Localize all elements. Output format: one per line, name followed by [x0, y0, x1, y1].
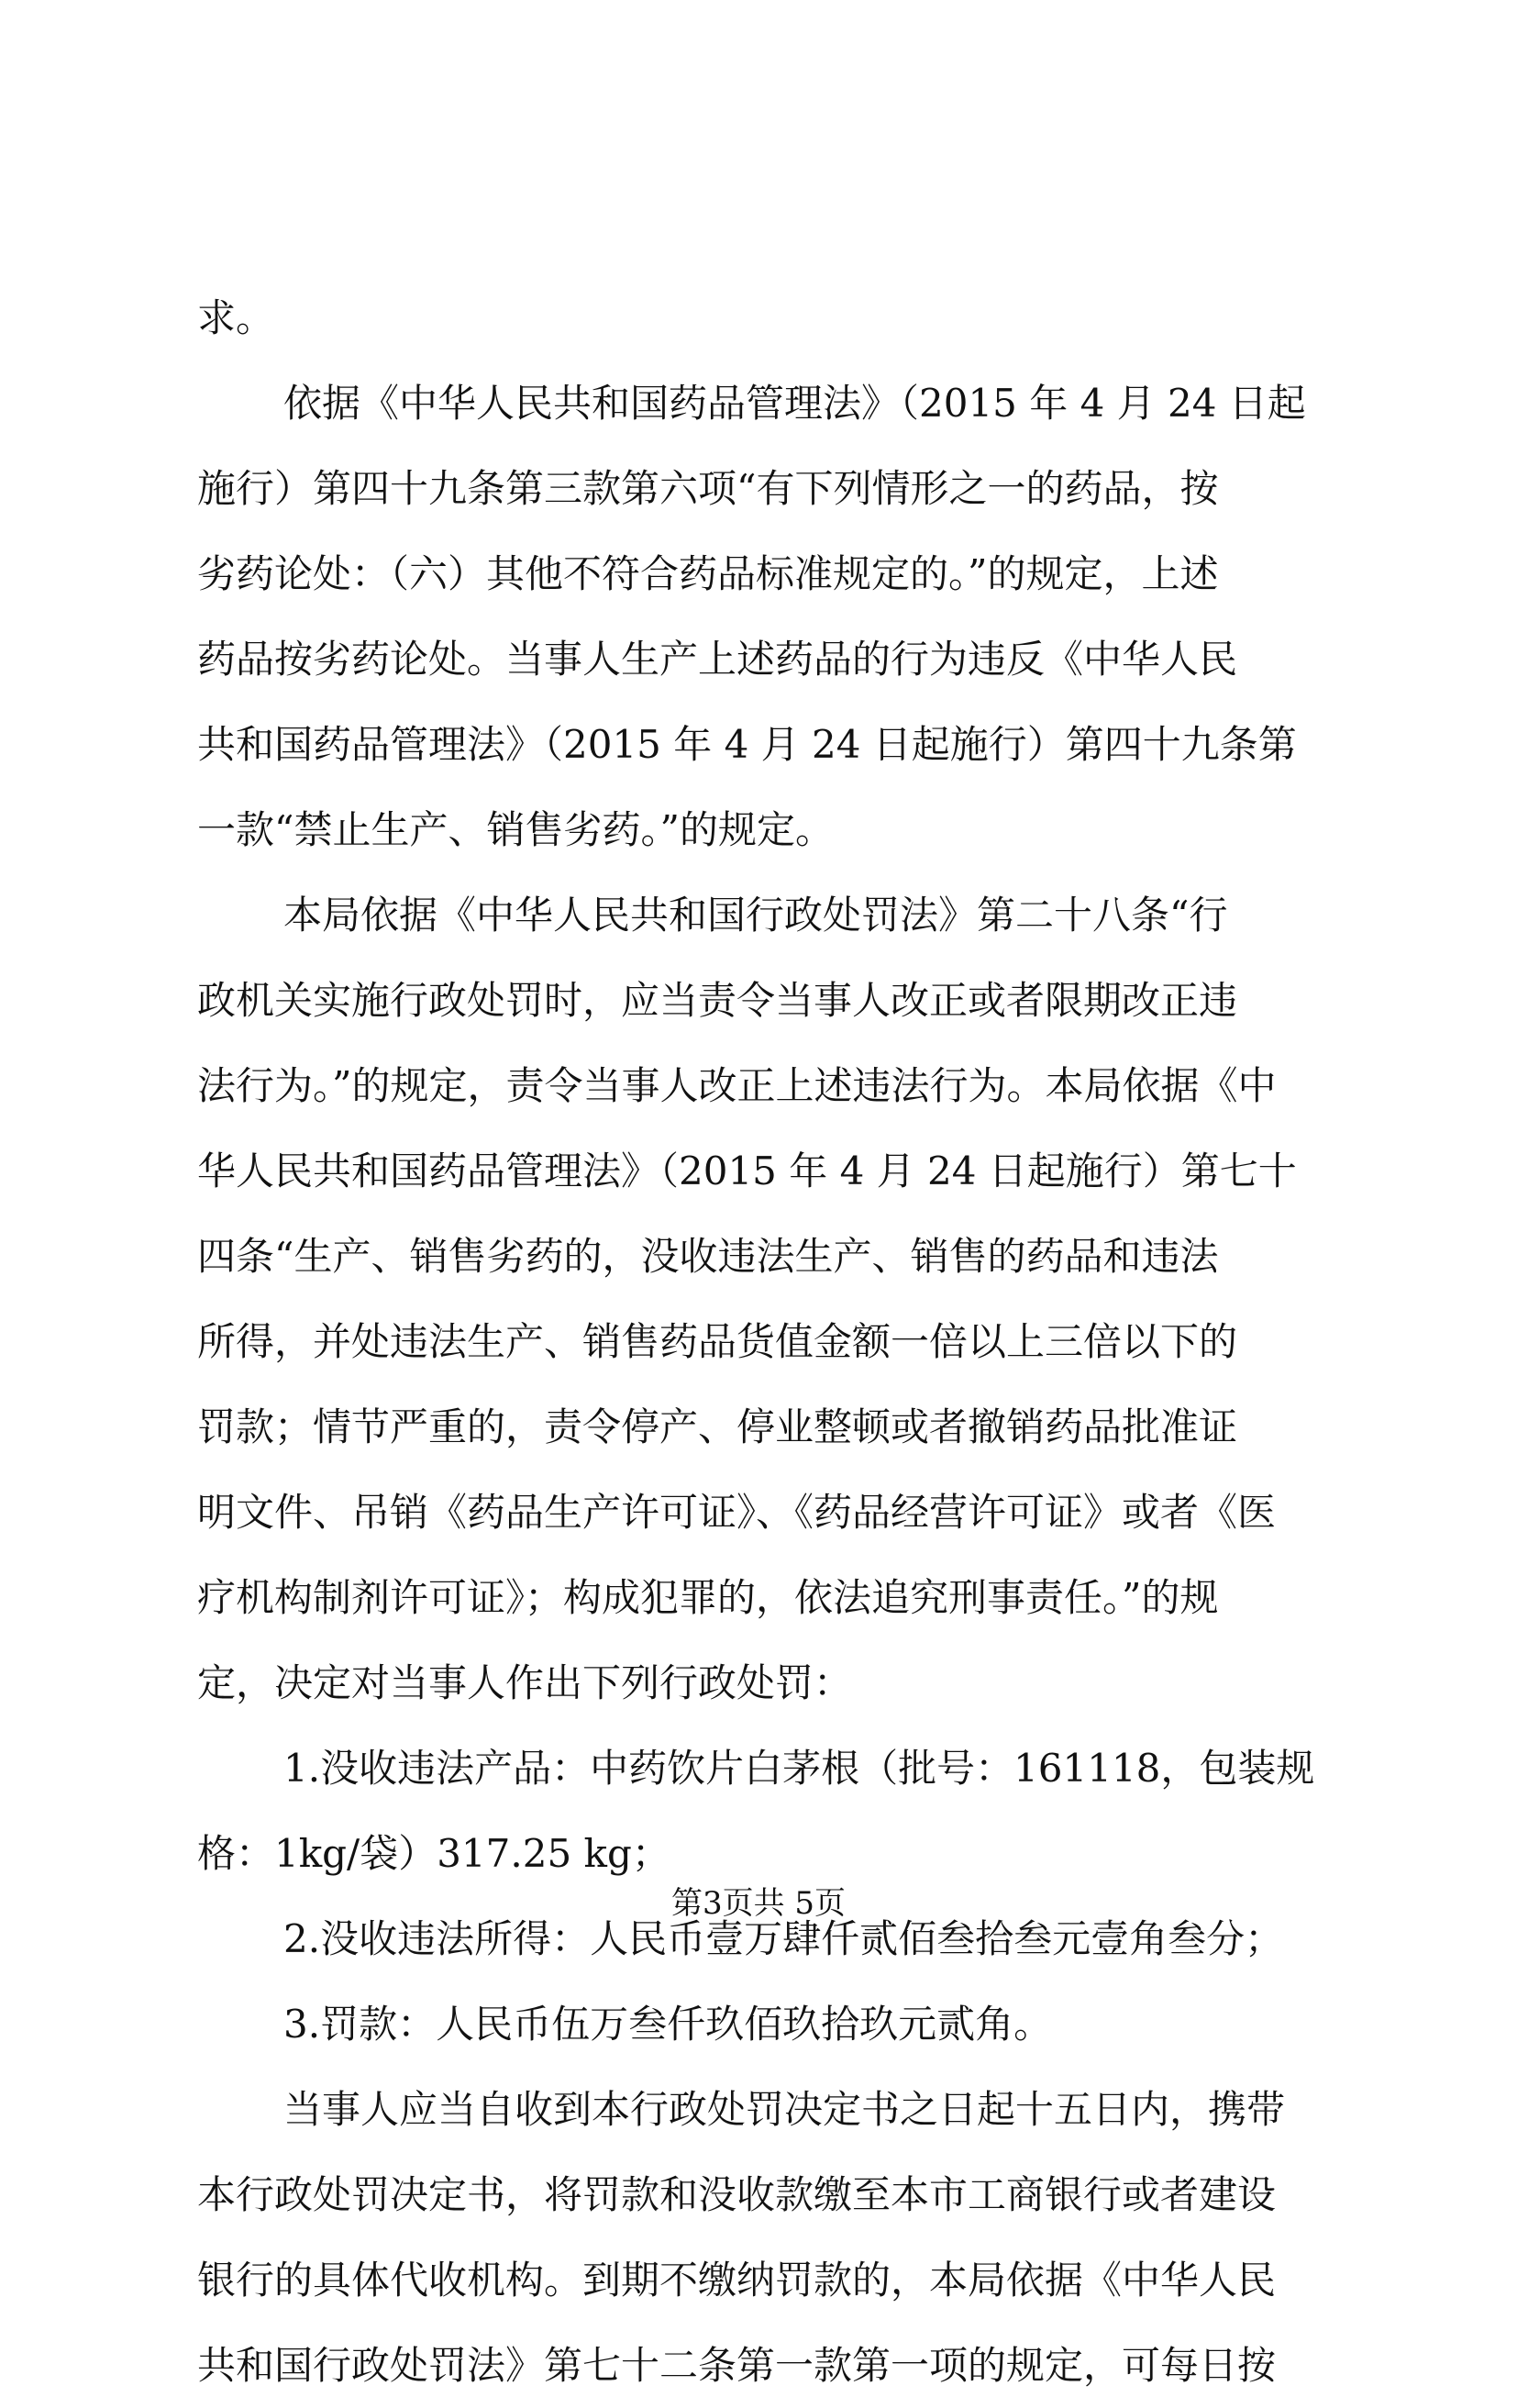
text-line: 华人民共和国药品管理法》（2015 年 4 月 24 日起施行）第七十 — [197, 1149, 1297, 1193]
text-line: 罚款；情节严重的，责令停产、停业整顿或者撤销药品批准证 — [197, 1404, 1238, 1449]
text-line: 四条“生产、销售劣药的，没收违法生产、销售的药品和违法 — [197, 1234, 1219, 1279]
document-body — [197, 275, 1325, 2408]
text-line: 法行为。”的规定，责令当事人改正上述违法行为。本局依据《中 — [197, 1063, 1277, 1108]
text-line: 依据《中华人民共和国药品管理法》（2015 年 4 月 24 日起 — [283, 381, 1306, 426]
text-line: 药品按劣药论处。当事人生产上述药品的行为违反《中华人民 — [197, 637, 1238, 682]
text-line: 共和国行政处罚法》第七十二条第一款第一项的规定，可每日按 — [197, 2343, 1277, 2388]
text-line: 一款“禁止生产、销售劣药。”的规定。 — [197, 807, 834, 852]
text-line: 当事人应当自收到本行政处罚决定书之日起十五日内，携带 — [283, 2087, 1286, 2132]
text-line: 格：1kg/袋）317.25 kg； — [197, 1831, 670, 1876]
text-line: 1.没收违法产品：中药饮片白茅根（批号：161118，包装规 — [283, 1746, 1315, 1791]
text-line: 银行的具体代收机构。到期不缴纳罚款的，本局依据《中华人民 — [197, 2258, 1277, 2303]
text-line: 本局依据《中华人民共和国行政处罚法》第二十八条“行 — [283, 893, 1228, 938]
text-line: 明文件、吊销《药品生产许可证》、《药品经营许可证》或者《医 — [197, 1490, 1277, 1535]
text-line: 共和国药品管理法》（2015 年 4 月 24 日起施行）第四十九条第 — [197, 722, 1297, 767]
text-line: 劣药论处：（六）其他不符合药品标准规定的。”的规定，上述 — [197, 551, 1219, 596]
text-line: 2.没收违法所得：人民币壹万肆仟贰佰叁拾叁元壹角叁分； — [283, 1916, 1284, 1961]
text-line: 疗机构制剂许可证》；构成犯罪的，依法追究刑事责任。”的规 — [197, 1575, 1219, 1620]
text-line: 本行政处罚决定书，将罚款和没收款缴至本市工商银行或者建设 — [197, 2172, 1277, 2217]
text-line: 定，决定对当事人作出下列行政处罚： — [197, 1660, 853, 1705]
text-line: 3.罚款：人民币伍万叁仟玖佰玖拾玖元贰角。 — [283, 2002, 1053, 2047]
text-line: 所得，并处违法生产、销售药品货值金额一倍以上三倍以下的 — [197, 1319, 1238, 1364]
text-line: 施行）第四十九条第三款第六项“有下列情形之一的药品，按 — [197, 466, 1219, 511]
text-line: 政机关实施行政处罚时，应当责令当事人改正或者限期改正违 — [197, 978, 1238, 1023]
page-number: 第3页共 5页 — [670, 1885, 847, 1922]
text-line: 求。 — [197, 295, 275, 340]
